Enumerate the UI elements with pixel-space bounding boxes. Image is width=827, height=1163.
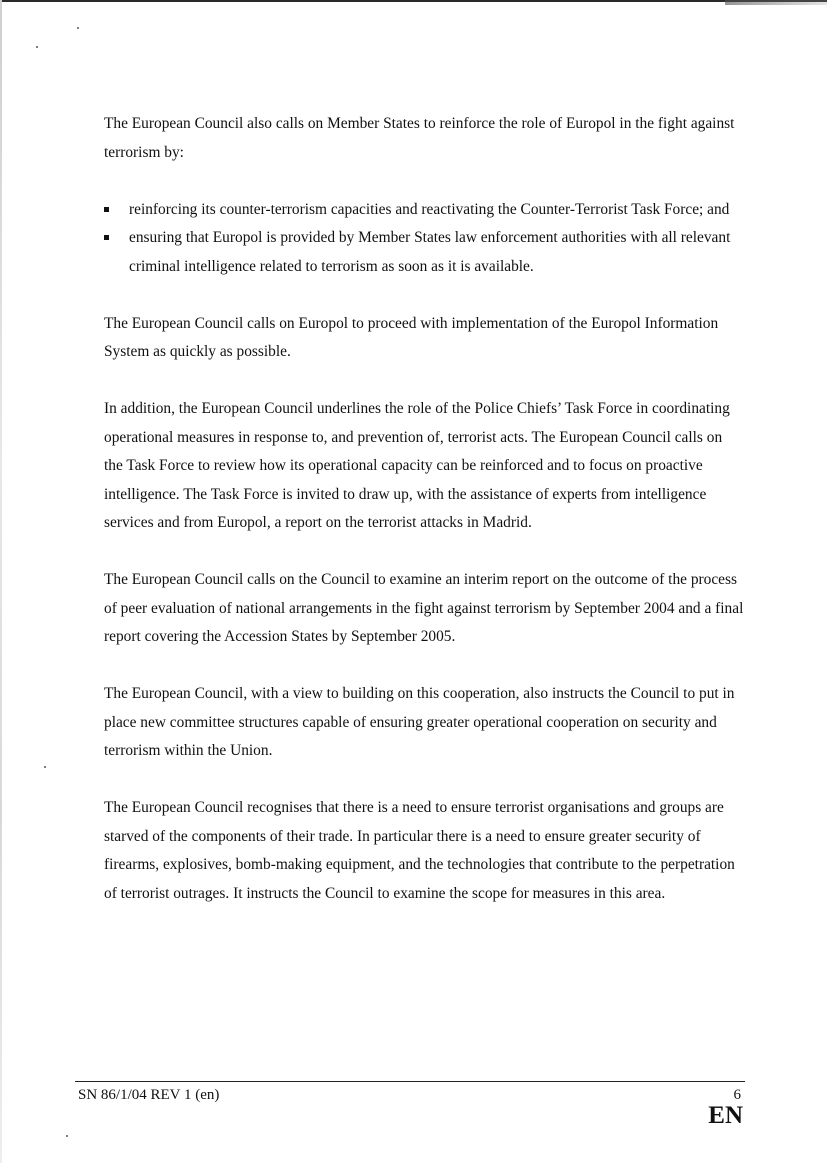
page-number: 6 [733, 1087, 741, 1103]
bullet-list [104, 196, 744, 282]
list-item-text: ensuring that Europol is provided by Member States law enforcement authorities with all relevant criminal intelligence related to terrorism as soon as it is available. [129, 229, 731, 275]
intro-paragraph: The European Council also calls on Member States to reinforce the role of Europol in the fight against terrorism by: [104, 115, 735, 161]
top-border [0, 0, 827, 2]
language-code: EN [708, 1102, 743, 1129]
paragraph: The European Council calls on Europol to proceed with implementation of the Europol Information System as quickly as possible. [104, 314, 719, 360]
scan-speck [77, 27, 79, 29]
paragraph: The European Council calls on the Council to examine an interim report on the outcome of the process of peer evaluation of national arrangements in the fight against terrorism by September 2004 and a final report covering the Accession States by September 2005. [104, 571, 744, 645]
scan-smudge [725, 0, 827, 5]
footer-divider [75, 1081, 745, 1082]
scan-speck [44, 766, 46, 768]
square-bullet-icon [104, 207, 109, 212]
list-item-text: reinforcing its counter-terrorism capacities and reactivating the Counter-Terrorist Task Force; and [129, 200, 730, 218]
paragraph: In addition, the European Council underlines the role of the Police Chiefs’ Task Force in coordinating operational measures in response to, and prevention of, terrorist acts. The European Council calls on the Task Force to review how its operational capacity can be reinforced and to focus on proactive intelligence. The Task Force is invited to draw up, with the assistance of experts from intelligence services and from Europol, a report on the terrorist attacks in Madrid. [104, 400, 730, 531]
list-item [104, 224, 744, 281]
document-body [104, 110, 744, 937]
document-code: SN 86/1/04 REV 1 (en) [78, 1087, 220, 1103]
square-bullet-icon [104, 235, 109, 240]
left-edge-shadow [0, 0, 2, 1163]
paragraph: The European Council, with a view to building on this cooperation, also instructs the Council to put in place new committee structures capable of ensuring greater operational cooperation on security and terrorism within the Union. [104, 685, 735, 759]
list-item [104, 196, 744, 225]
scan-speck [36, 46, 38, 48]
paragraph: The European Council recognises that there is a need to ensure terrorist organisations and groups are starved of the components of their trade. In particular there is a need to ensure greater security of firearms, explosives, bomb-making equipment, and the technologies that contribute to the perpetration of terrorist outrages. It instructs the Council to examine the scope for measures in this area. [104, 799, 735, 902]
scan-speck [66, 1135, 68, 1137]
